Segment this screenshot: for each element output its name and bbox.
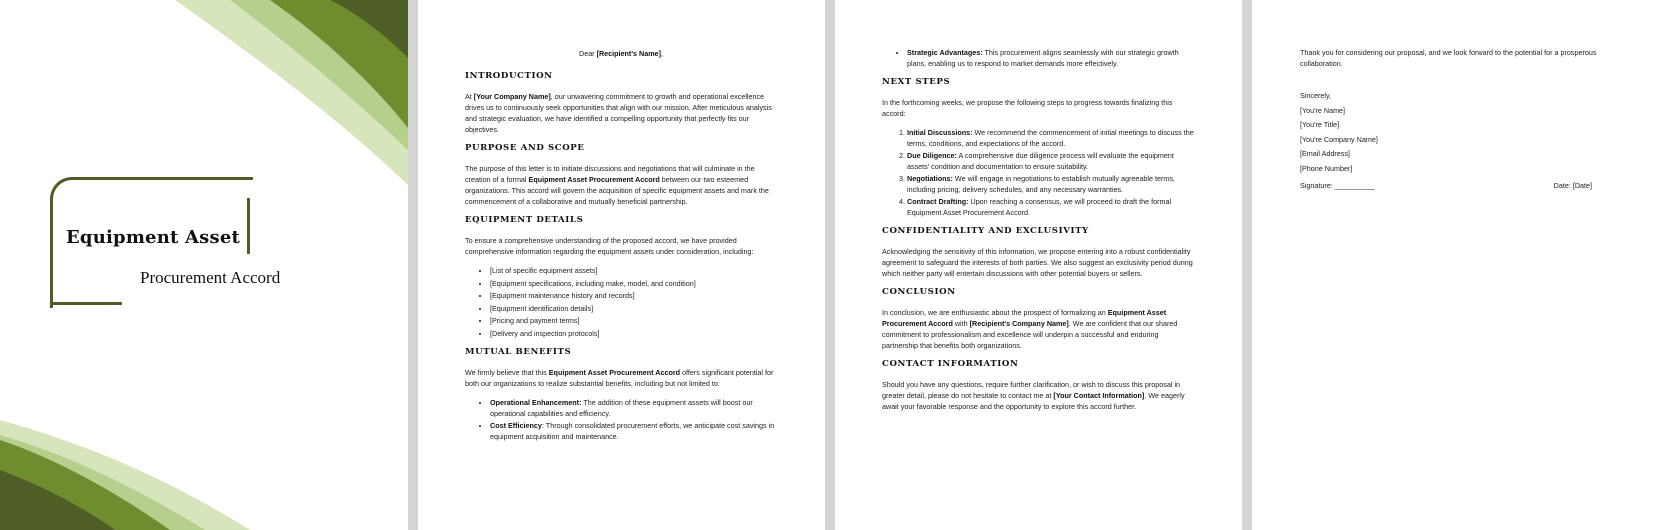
sincerely: Sincerely,: [1300, 91, 1332, 100]
recipient-name: [Recipient's Name]: [596, 49, 661, 58]
contact-heading: CONTACT INFORMATION: [882, 359, 1019, 369]
letter-page-1: [418, 0, 825, 530]
page-2-content: [882, 47, 1194, 420]
list-item: 3. Negotiations: We will engage in negotiations to establish mutually agreeable terms, including pricing, delivery schedules, and any necessary warranties.: [907, 173, 1194, 195]
list-item: • [Equipment maintenance history and records]: [490, 290, 777, 301]
letter-page-3: [1252, 0, 1661, 530]
sender-phone: [Phone Number]: [1300, 163, 1353, 173]
cover-page: [0, 0, 408, 530]
date-field: Date: [Date]: [1553, 180, 1592, 190]
list-item: • [Equipment specifications, including make, model, and condition]: [490, 278, 777, 289]
page-1-content: [465, 46, 777, 450]
conclusion-paragraph: In conclusion, we are enthusiastic about the prospect of formalizing an Equipment Asset Procurement Accord with [Recipient's Company Name]. We are confident that our shared commitment to professionalism and excellence will underpin a successful and enduring partnership that benefits both organizations.: [882, 308, 1178, 350]
list-item: • [List of specific equipment assets]: [490, 265, 777, 276]
mutual-benefits-paragraph: We firmly believe that this Equipment Asset Procurement Accord offers significant potential for both our organizations to realize substantial benefits, including but not limited to:: [465, 367, 774, 388]
sender-company: [You're Company Name]: [1300, 134, 1378, 144]
purpose-heading: PURPOSE AND SCOPE: [465, 143, 585, 153]
sender-email: [Email Address]: [1300, 149, 1350, 159]
benefits-list-continued: [882, 47, 1194, 69]
cover-frame-bottom-edge: [50, 302, 122, 305]
equipment-details-paragraph: To ensure a comprehensive understanding of the proposed accord, we have provided comprehensive information regarding the equipment assets under consideration, including:: [465, 236, 754, 256]
confidentiality-paragraph: Acknowledging the sensitivity of this information, we propose entering into a robust confidentiality agreement to safeguard the interests of both parties. We also suggest an exclusivity period during which neither party will entertain discussions with other potential buyers or sellers.: [882, 247, 1193, 278]
thanks-paragraph: Thank you for considering our proposal, and we look forward to the potential for a prosperous collaboration.: [1300, 48, 1597, 68]
cover-title: Equipment Asset: [66, 227, 240, 248]
closing-block: [1300, 90, 1620, 174]
list-item: • Cost Efficiency: Through consolidated procurement efforts, we anticipate cost savings in equipment acquisition and maintenance.: [490, 420, 777, 442]
equipment-details-list: [465, 265, 777, 339]
list-item: • Operational Enhancement: The addition of these equipment assets will boost our operational capabilities and efficiency.: [490, 397, 777, 419]
list-item: 2. Due Diligence: A comprehensive due diligence process will evaluate the equipment assets' condition and documentation to ensure suitability.: [907, 150, 1194, 172]
sender-name: [You're Name]: [1300, 105, 1346, 115]
next-steps-heading: NEXT STEPS: [882, 77, 951, 87]
list-item: • Strategic Advantages: This procurement aligns seamlessly with our strategic growth plans, enabling us to respond to market demands more effectively.: [907, 47, 1194, 69]
contact-paragraph: Should you have any questions, require further clarification, or wish to discuss this proposal in greater detail, please do not hesitate to contact me at [Your Contact Information]. We eagerly await your favorable response and the opportunity to explore this accord further.: [882, 380, 1185, 411]
benefits-list: [465, 397, 777, 442]
letter-page-2: [835, 0, 1242, 530]
list-item: 4. Contract Drafting: Upon reaching a consensus, we will proceed to draft the formal Equipment Asset Procurement Accord.: [907, 196, 1194, 218]
list-item: • [Pricing and payment terms]: [490, 315, 777, 326]
purpose-paragraph: The purpose of this letter is to initiate discussions and negotiations that will culminate in the creation of a formal Equipment Asset Procurement Accord between our two esteemed organizations. This accord will govern the acquisition of specific equipment assets and mark the commencement of a collaborative and mutually beneficial partnership.: [465, 164, 769, 206]
cover-frame-right-edge: [247, 198, 250, 254]
confidentiality-heading: CONFIDENTIALITY AND EXCLUSIVITY: [882, 226, 1089, 236]
list-item: • [Equipment identification details]: [490, 303, 777, 314]
next-steps-list: [882, 127, 1194, 218]
next-steps-paragraph: In the forthcoming weeks, we propose the following steps to progress towards finalizing this accord:: [882, 98, 1173, 118]
signature-line: [1300, 180, 1620, 191]
sender-title: [You're Title]: [1300, 120, 1340, 130]
cover-subtitle: Procurement Accord: [140, 268, 281, 287]
salutation: Dear [Recipient's Name],: [579, 49, 663, 58]
page-3-content: [1300, 47, 1620, 191]
signature-field: Signature: __________: [1300, 180, 1375, 190]
conclusion-heading: CONCLUSION: [882, 287, 956, 297]
equipment-details-heading: EQUIPMENT DETAILS: [465, 215, 584, 225]
mutual-benefits-heading: MUTUAL BENEFITS: [465, 346, 572, 357]
list-item: 1. Initial Discussions: We recommend the commencement of initial meetings to discuss the terms, conditions, and expectations of the accord.: [907, 127, 1194, 149]
introduction-heading: INTRODUCTION: [465, 71, 553, 81]
introduction-paragraph: At [Your Company Name], our unwavering commitment to growth and operational excellence drives us to continuously seek opportunities that align with our mission. After meticulous analysis and strategic evaluation, we have identified a compelling opportunity that perfectly fits our objectives.: [465, 92, 772, 134]
list-item: • [Delivery and inspection protocols]: [490, 328, 777, 339]
